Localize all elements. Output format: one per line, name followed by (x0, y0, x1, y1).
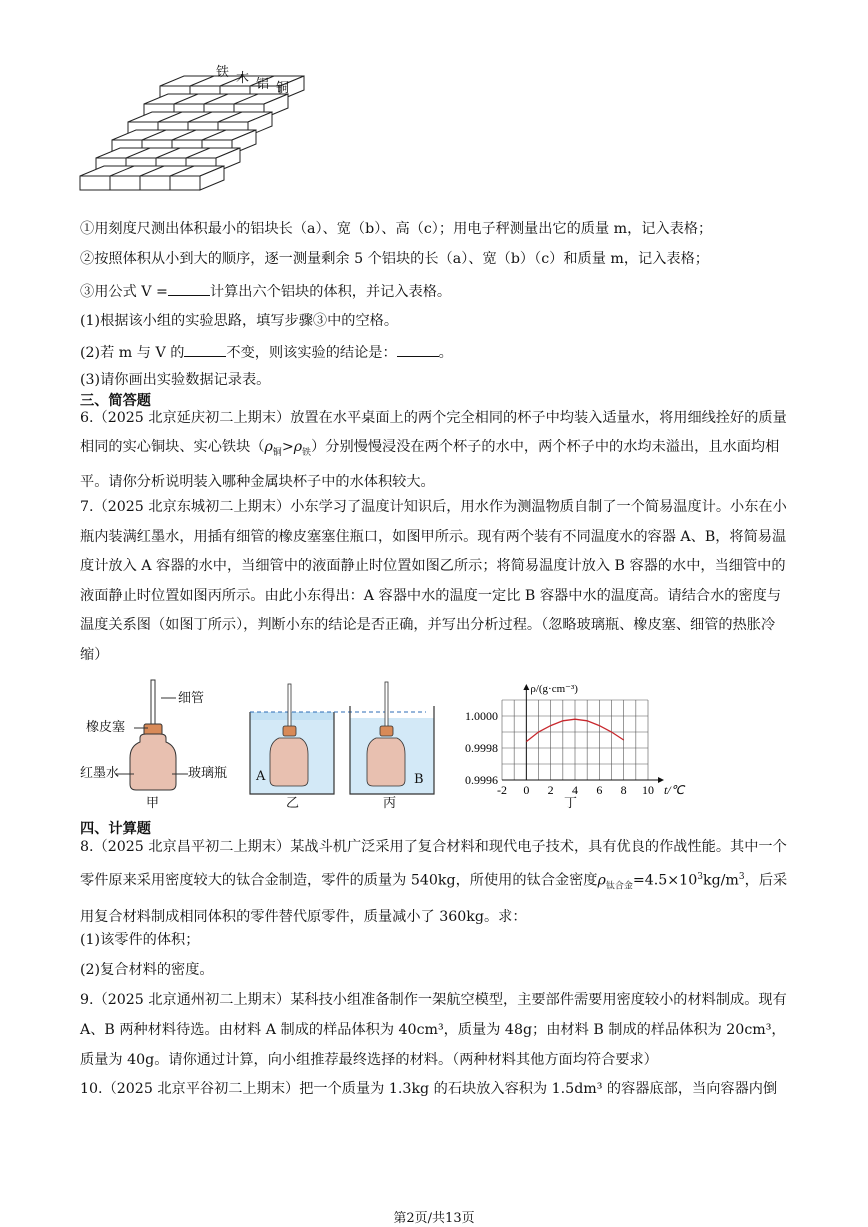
q2-pre: (2)若 m 与 V 的 (80, 345, 185, 361)
step-3-pre: ③用公式 V = (80, 284, 168, 300)
step-1: ①用刻度尺测出体积最小的铝块长（a）、宽（b）、高（c）；用电子秤测量出它的质量 m，记入表格； (80, 221, 713, 237)
label-wood: 木 (236, 71, 250, 86)
answer-blank (397, 342, 439, 357)
rho-symbol: ρ (597, 872, 606, 889)
question-7: 7.（2025 北京东城初二上期末）小东学习了温度计知识后，用水作为测温物质自制了一个简易温度计。小东在小瓶内装满红墨水，用插有细管的橡皮塞塞住瓶口，如图甲所示。现有两个装有不同温度水的容器 A、B，将简易温度计放入 A 容器的水中，当细管中的液面静止时位置如图乙所示；将简易温度计放入 B 容器的水中，当细管中的液面静止时位置如图丙所示。由此小东得出：A 容器中水的温度一定比 B 容器中水的温度高。请结合水的密度与温度关系图（如图丁所示），判断小东的结论是否正确，并写出分析过程。（忽略玻璃瓶、橡皮塞、细管的热胀冷缩） (80, 499, 787, 663)
x-tick-label: 4 (572, 783, 578, 797)
q2-end: 。 (438, 345, 453, 361)
caption-ding: 丁 (564, 796, 578, 811)
section-heading: 四、计算题 (80, 821, 151, 837)
label-container-b: B (414, 772, 424, 787)
subscript: 铜 (272, 447, 282, 458)
label-red-ink: 红墨水 (80, 766, 120, 781)
page-footer: 第2页/共13页 (393, 1211, 475, 1226)
step-3 (80, 281, 451, 301)
q8-value: =4.5×10 (632, 872, 698, 889)
x-tick-label: 6 (596, 783, 603, 797)
label-container-a: A (256, 769, 266, 784)
rho-symbol: ρ (264, 439, 273, 455)
density-temperature-chart (446, 680, 685, 814)
section-heading: 三、简答题 (80, 393, 151, 409)
q8-post: ，后采用复合材料制成相同体积的零件替代原零件，质量减小了 360kg。求： (80, 872, 788, 925)
x-tick-label: 10 (642, 783, 654, 797)
x-axis-label: t/℃ (664, 783, 685, 797)
step-2: ②按照体积从小到大的顺序，逐一测量剩余 5 个铝块的长（a）、宽（b）（c）和质量 m，记入表格； (80, 251, 709, 267)
answer-blank (184, 342, 226, 357)
question-6 (80, 404, 792, 497)
q2-mid: 不变，则该实验的结论是： (226, 345, 397, 361)
caption-jia: 甲 (146, 796, 160, 811)
y-axis-label: ρ/(g·cm⁻³) (530, 683, 578, 695)
answer-blank (168, 281, 210, 296)
step-3-post: 计算出六个铝块的体积，并记入表格。 (209, 284, 452, 300)
y-tick-label: 0.9996 (465, 773, 498, 787)
question-3: (3)请你画出实验数据记录表。 (80, 372, 271, 388)
thermometer-figure (76, 676, 466, 816)
question-9: 9.（2025 北京通州初二上期末）某科技小组准备制作一架航空模型，主要部件需要用密度较小的材料制成。现有 A、B 两种材料待选。由材料 A 制成的样品体积为 40cm³，质量为 48g；由材料 B 制成的样品体积为 20cm³，质量为 40g。请你通过计算，向小组推荐最终选择的材料。（两种材料其他方面均符合要求） (80, 992, 787, 1068)
label-glass-bottle: 玻璃瓶 (188, 766, 228, 781)
x-tick-label: 0 (523, 783, 530, 797)
y-axis-arrow (523, 684, 529, 690)
caption-yi: 乙 (286, 796, 300, 811)
label-stopper: 橡皮塞 (86, 720, 126, 735)
x-tick-label: 2 (547, 783, 554, 797)
exponent: 3 (738, 872, 745, 882)
x-tick-label: 8 (620, 783, 627, 797)
label-aluminum: 铝 (256, 77, 270, 92)
question-8 (80, 832, 792, 932)
subscript: 钛合金 (605, 881, 633, 892)
question-10: 10.（2025 北京平谷初二上期末）把一个质量为 1.3kg 的石块放入容积为 1.5dm³ 的容器底部，当向容器内倒 (80, 1081, 778, 1097)
y-tick-label: 1.0000 (465, 709, 498, 723)
question-1: (1)根据该小组的实验思路，填写步骤③中的空格。 (80, 313, 399, 329)
caption-bing: 丙 (383, 796, 397, 811)
label-copper: 铜 (276, 81, 290, 96)
label-iron: 铁 (216, 65, 230, 80)
q8-part-1: (1)该零件的体积； (80, 932, 200, 948)
q6-pre: 6.（2025 北京延庆初二上期末）放置在水平桌面上的两个完全相同的杯子中均装入适量水，将用细线拴好的质量相同的实心铜块、实心铁块（ (80, 410, 787, 455)
q8-unit: kg/m (702, 872, 739, 889)
subscript: 铁 (302, 447, 312, 458)
question-2 (80, 342, 453, 362)
exponent: 3 (697, 872, 703, 882)
y-tick-label: 0.9998 (465, 741, 498, 755)
gt-symbol: > (281, 439, 294, 455)
q8-part-2: (2)复合材料的密度。 (80, 962, 214, 978)
q6-post: ）分别慢慢浸没在两个杯子的水中，两个杯子中的水均未溢出，且水面均相平。请你分析说明装入哪种金属块杯子中的水体积较大。 (80, 439, 780, 490)
q8-pre: 8.（2025 北京昌平初二上期末）某战斗机广泛采用了复合材料和现代电子技术，具有优良的作战性能。其中一个零件原来采用密度较大的钛合金制造，零件的质量为 540kg，所使用的钛合金密度 (80, 839, 787, 889)
label-tube: 细管 (178, 691, 205, 706)
x-tick-label: -2 (497, 783, 507, 797)
rho-symbol: ρ (293, 439, 303, 455)
